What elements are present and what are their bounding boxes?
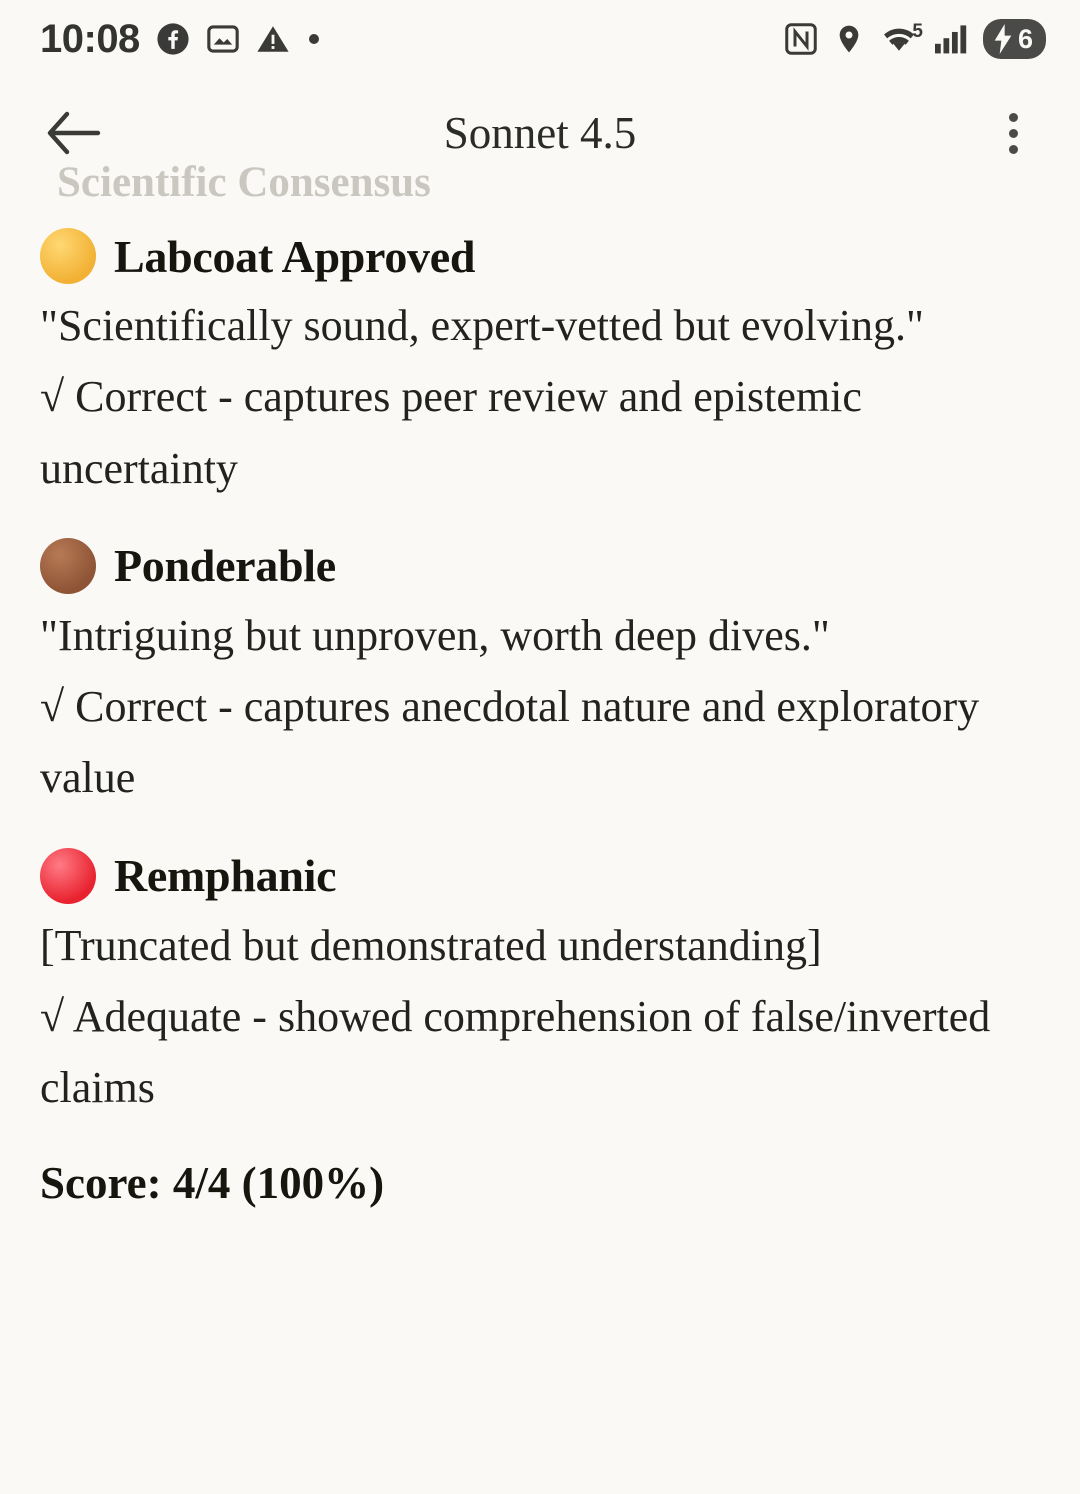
status-dot-yellow — [40, 228, 96, 284]
page-title: Sonnet 4.5 — [443, 108, 637, 158]
signal-icon — [933, 23, 969, 55]
message-content — [0, 159, 1080, 1209]
charging-bolt-icon — [992, 24, 1014, 54]
section-verdict: √ Correct - captures peer review and epistemic uncertainty — [40, 372, 862, 493]
section-header — [40, 228, 1040, 284]
location-icon — [833, 23, 865, 55]
battery-indicator — [983, 19, 1046, 59]
section-header — [40, 538, 1040, 594]
section-title: Ponderable — [114, 540, 336, 592]
kebab-menu-icon[interactable] — [980, 100, 1046, 166]
section-remphanic — [40, 848, 1040, 1124]
status-clock: 10:08 — [40, 16, 140, 61]
screenshot-icon — [206, 22, 240, 56]
section-header — [40, 848, 1040, 904]
facebook-icon — [156, 22, 190, 56]
section-quote: [Truncated but demonstrated understanding] — [40, 920, 822, 970]
section-title: Remphanic — [114, 850, 337, 902]
section-verdict: √ Adequate - showed comprehension of false/inverted claims — [40, 991, 991, 1113]
warning-icon — [256, 22, 290, 56]
status-bar — [0, 0, 1080, 78]
battery-level-label: 6 — [1017, 23, 1033, 54]
section-verdict: √ Correct - captures anecdotal nature and exploratory value — [40, 682, 980, 803]
status-dot-red — [40, 848, 96, 904]
status-bar-right — [783, 19, 1046, 59]
section-labcoat-approved — [40, 228, 1040, 504]
dot-icon — [306, 31, 322, 47]
section-title: Labcoat Approved — [114, 230, 476, 282]
section-quote: "Intriguing but unproven, worth deep dives." — [40, 610, 830, 660]
wifi-generation-label: 5 — [912, 21, 923, 42]
nfc-icon — [783, 21, 819, 57]
status-bar-left — [40, 17, 322, 62]
wifi-icon — [879, 21, 923, 55]
section-ponderable — [40, 538, 1040, 814]
score-line: Score: 4/4 (100%) — [40, 1158, 385, 1209]
back-arrow-icon[interactable] — [40, 100, 106, 166]
clipped-previous-heading: Scientific Consensus — [57, 159, 431, 206]
section-quote: "Scientifically sound, expert-vetted but evolving." — [40, 301, 924, 350]
status-dot-brown — [40, 538, 96, 594]
